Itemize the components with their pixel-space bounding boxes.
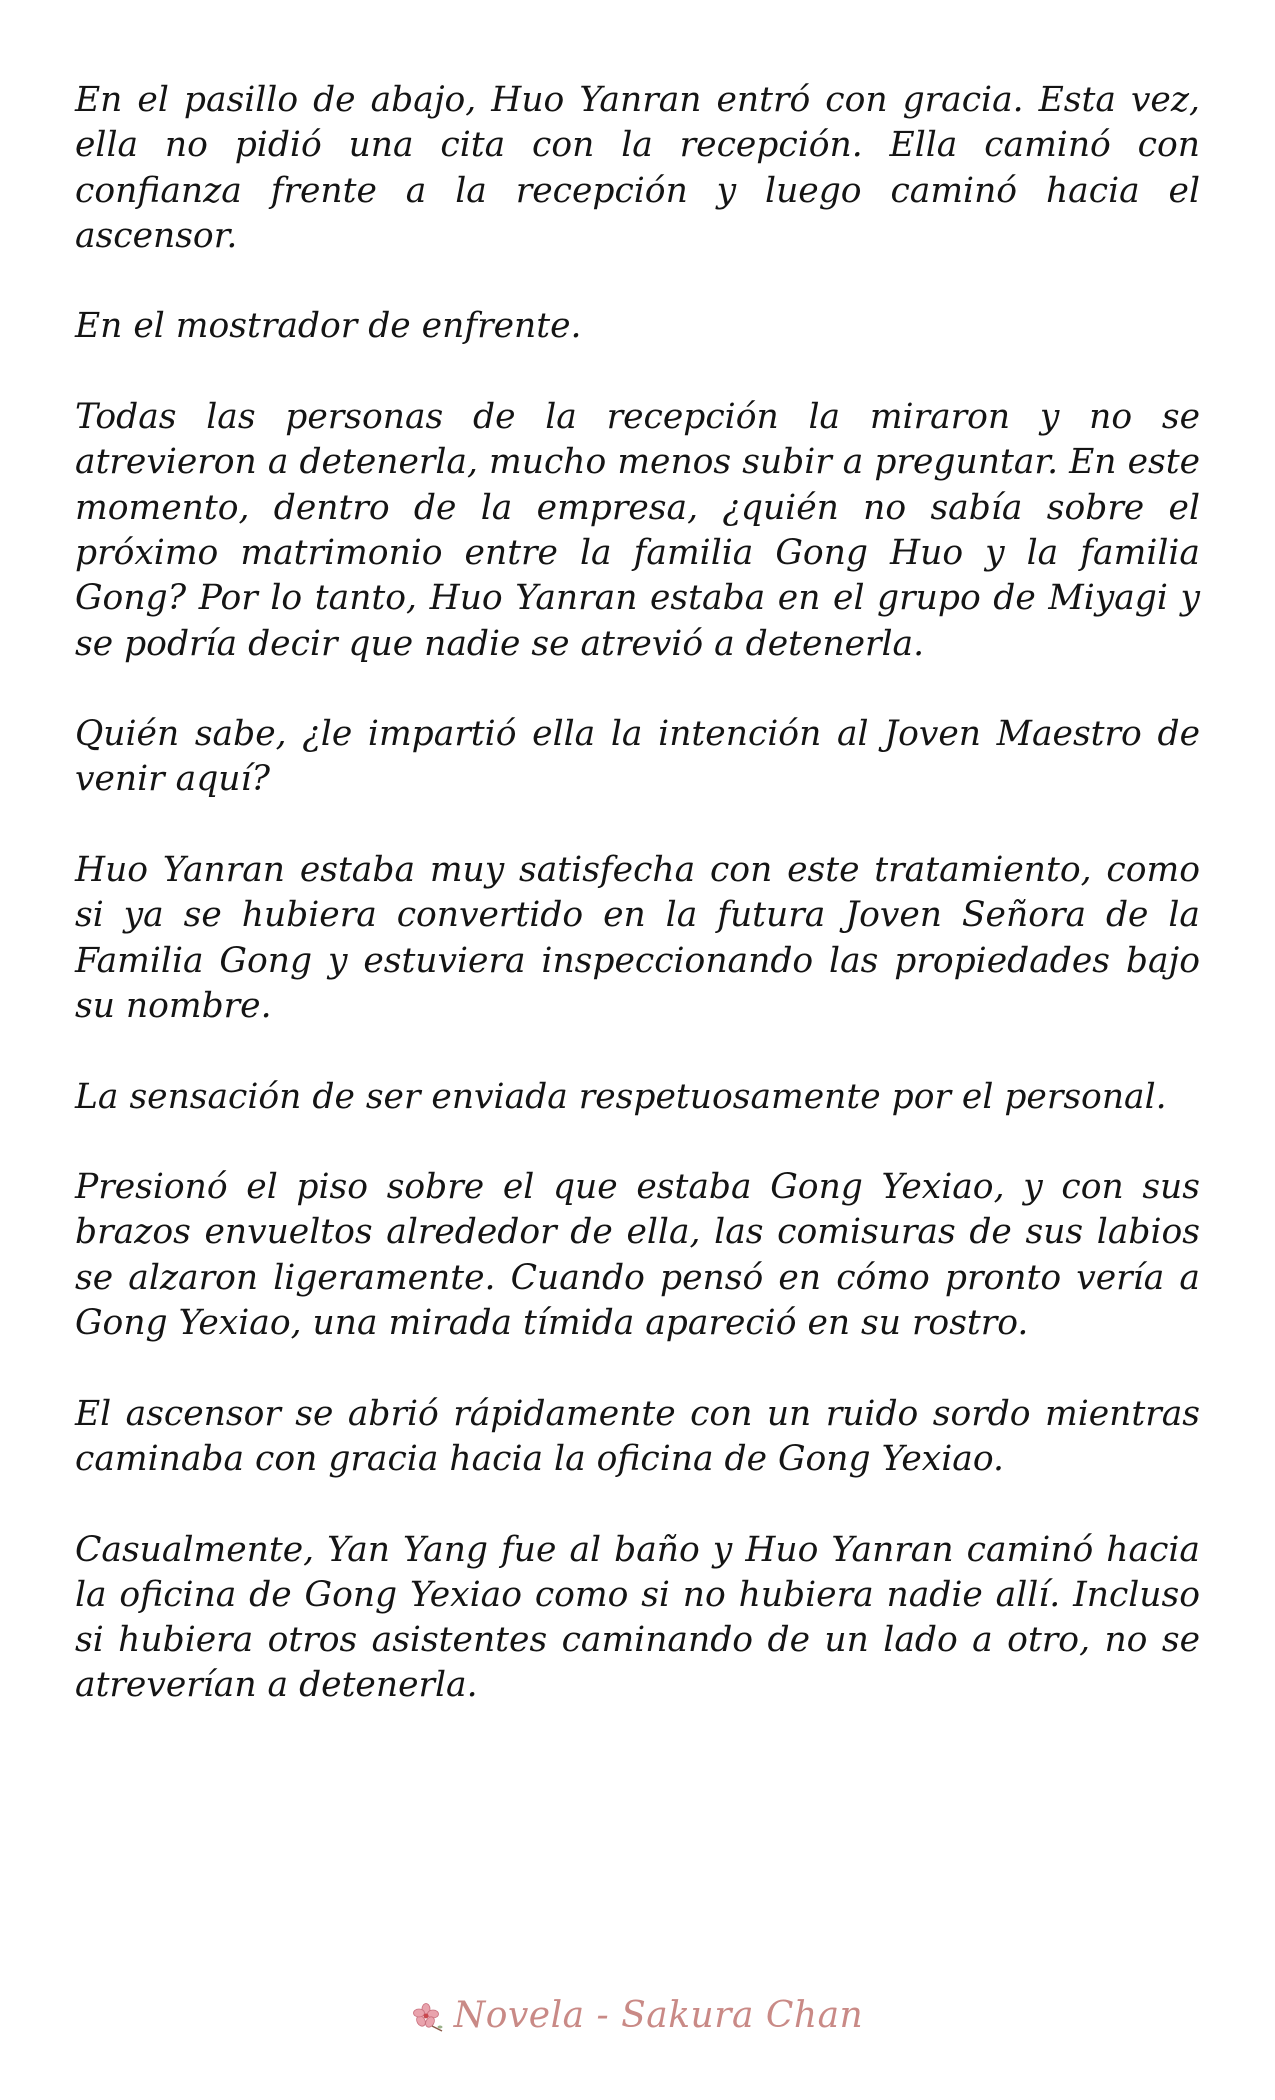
paragraph-9: Casualmente, Yan Yang fue al baño y Huo Yanran caminó hacia la oficina de Gong Yexiao como si no hubiera nadie allí. Incluso si hubiera otros asistentes caminando de un lado a otro, no se atreverían a detenerla. [75,1529,1200,1706]
paragraph-2: En el mostrador de enfrente. [75,306,582,347]
sakura-flower-icon [412,2000,446,2030]
paragraph-1: En el pasillo de abajo, Huo Yanran entró con gracia. Esta vez, ella no pidió una cita con la recepción. Ella caminó con confianza frente a la recepción y luego caminó hacia el ascensor. [75,80,1200,256]
footer-text: Novela - Sakura Chan [453,1994,864,2036]
paragraph-6: La sensación de ser enviada respetuosamente por el personal. [75,1076,1167,1117]
footer-watermark [0,1985,1275,2045]
paragraph-3: Todas las personas de la recepción la miraron y no se atrevieron a detenerla, mucho menos subir a preguntar. En este momento, dentro de la empresa, ¿quién no sabía sobre el próximo matrimonio entre la familia Gong Huo y la familia Gong? Por lo tanto, Huo Yanran estaba en el grupo de Miyagi y se podría decir que nadie se atrevió a detenerla. [75,397,1200,664]
chapter-text [75,78,1200,1709]
paragraph-4: Quién sabe, ¿le impartió ella la intención al Joven Maestro de venir aquí? [75,714,1200,800]
paragraph-7: Presionó el piso sobre el que estaba Gong Yexiao, y con sus brazos envueltos alrededor de ella, las comisuras de sus labios se alzaron ligeramente. Cuando pensó en cómo pronto vería a Gong Yexiao, una mirada tímida apareció en su rostro. [75,1167,1200,1344]
paragraph-8: El ascensor se abrió rápidamente con un ruido sordo mientras caminaba con gracia hacia la oficina de Gong Yexiao. [75,1393,1200,1479]
paragraph-5: Huo Yanran estaba muy satisfecha con este tratamiento, como si ya se hubiera convertido en la futura Joven Señora de la Familia Gong y estuviera inspeccionando las propiedades bajo su nombre. [75,850,1200,1026]
